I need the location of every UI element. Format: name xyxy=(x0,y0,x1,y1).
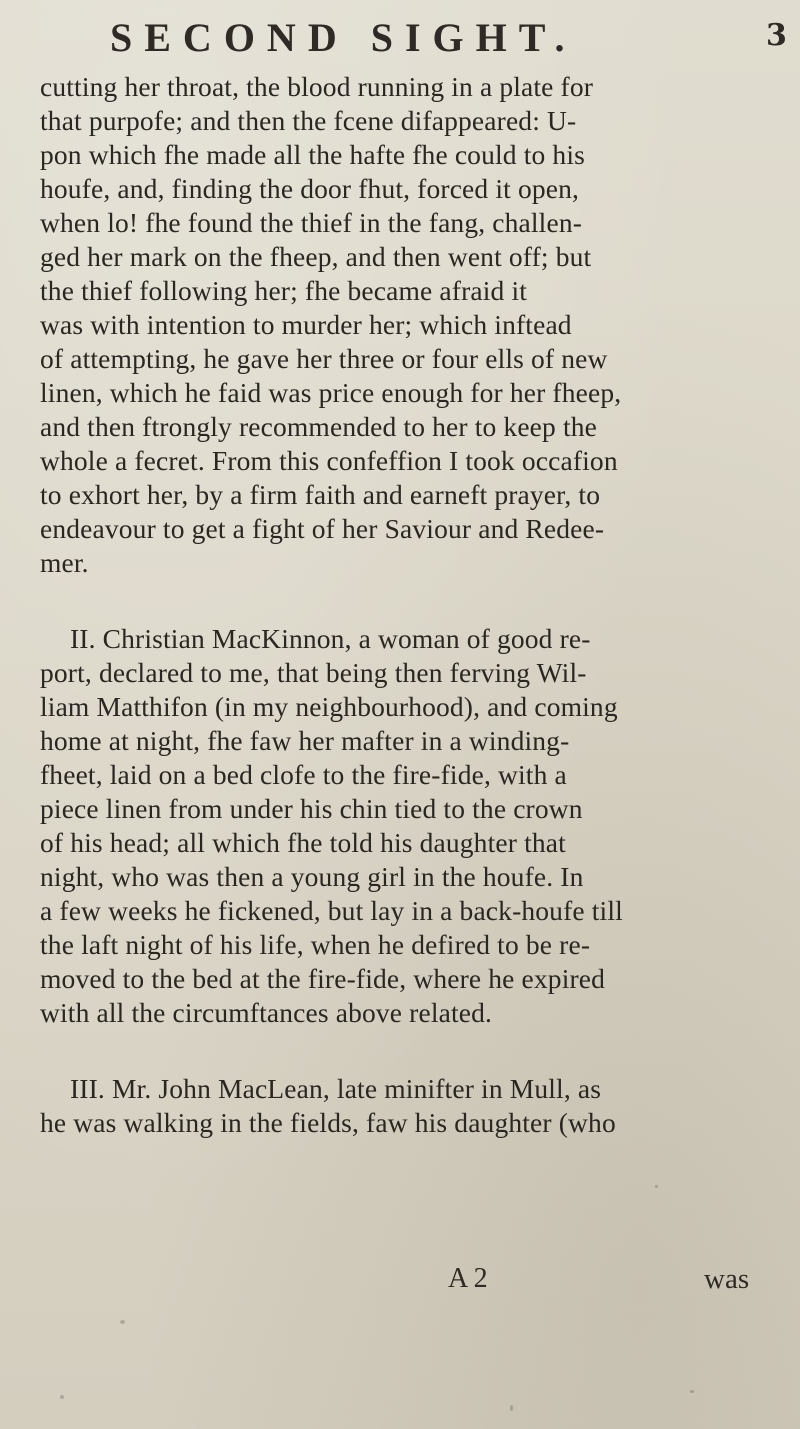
paragraph-gap xyxy=(40,580,780,622)
text-line: piece linen from under his chin tied to the crown xyxy=(40,793,583,824)
text-line: II. Christian MacKinnon, a woman of good re- xyxy=(70,623,591,654)
text-line: the laft night of his life, when he defired to be re- xyxy=(40,929,591,960)
paragraph-gap xyxy=(40,1030,780,1072)
text-line: mer. xyxy=(40,547,89,578)
text-line: he was walking in the fields, faw his daughter (who xyxy=(40,1107,616,1138)
text-line: the thief following her; fhe became afraid it xyxy=(40,275,528,306)
text-line: port, declared to me, that being then ferving Wil- xyxy=(40,657,587,688)
paragraph-2 xyxy=(40,622,780,1030)
text-line: ged her mark on the fheep, and then went off; but xyxy=(40,241,592,272)
text-line: pon which fhe made all the hafte fhe could to his xyxy=(40,139,585,170)
text-line: linen, which he faid was price enough for her fheep, xyxy=(40,377,622,408)
paper-speck xyxy=(655,1185,658,1188)
text-line: cutting her throat, the blood running in a plate for xyxy=(40,71,594,102)
text-line: a few weeks he fickened, but lay in a back-houfe till xyxy=(40,895,623,926)
text-line: moved to the bed at the fire-fide, where he expired xyxy=(40,963,606,994)
text-line: endeavour to get a fight of her Saviour and Redee- xyxy=(40,513,605,544)
page-number: 3 xyxy=(766,18,787,53)
text-line: fheet, laid on a bed clofe to the fire-fide, with a xyxy=(40,759,567,790)
page-footer xyxy=(0,1263,800,1303)
body-text xyxy=(40,70,780,1140)
text-line: to exhort her, by a firm faith and earneft prayer, to xyxy=(40,479,601,510)
paper-speck xyxy=(690,1390,694,1393)
paragraph-1 xyxy=(40,70,780,580)
text-line: houfe, and, finding the door fhut, forced it open, xyxy=(40,173,580,204)
text-line: night, who was then a young girl in the houfe. In xyxy=(40,861,584,892)
text-line: and then ftrongly recommended to her to keep the xyxy=(40,411,598,442)
text-line: whole a fecret. From this confeffion I took occafion xyxy=(40,445,618,476)
text-line: that purpofe; and then the fcene difappeared: U- xyxy=(40,105,577,136)
text-line: was with intention to murder her; which inftead xyxy=(40,309,572,340)
paper-speck xyxy=(120,1320,125,1324)
running-title: SECOND SIGHT. xyxy=(110,15,577,60)
catchword: was xyxy=(704,1263,750,1295)
running-head xyxy=(0,14,800,64)
text-line: III. Mr. John MacLean, late minifter in Mull, as xyxy=(70,1073,602,1104)
signature-mark: A 2 xyxy=(448,1263,488,1294)
text-line: of his head; all which fhe told his daughter that xyxy=(40,827,566,858)
paper-speck xyxy=(510,1405,513,1411)
paragraph-3 xyxy=(40,1072,780,1140)
text-line: of attempting, he gave her three or four ells of new xyxy=(40,343,608,374)
text-line: when lo! fhe found the thief in the fang, challen- xyxy=(40,207,583,238)
text-line: with all the circumftances above related. xyxy=(40,997,493,1028)
text-line: liam Matthifon (in my neighbourhood), and coming xyxy=(40,691,618,722)
text-line: home at night, fhe faw her mafter in a winding- xyxy=(40,725,570,756)
paper-speck xyxy=(60,1395,64,1399)
